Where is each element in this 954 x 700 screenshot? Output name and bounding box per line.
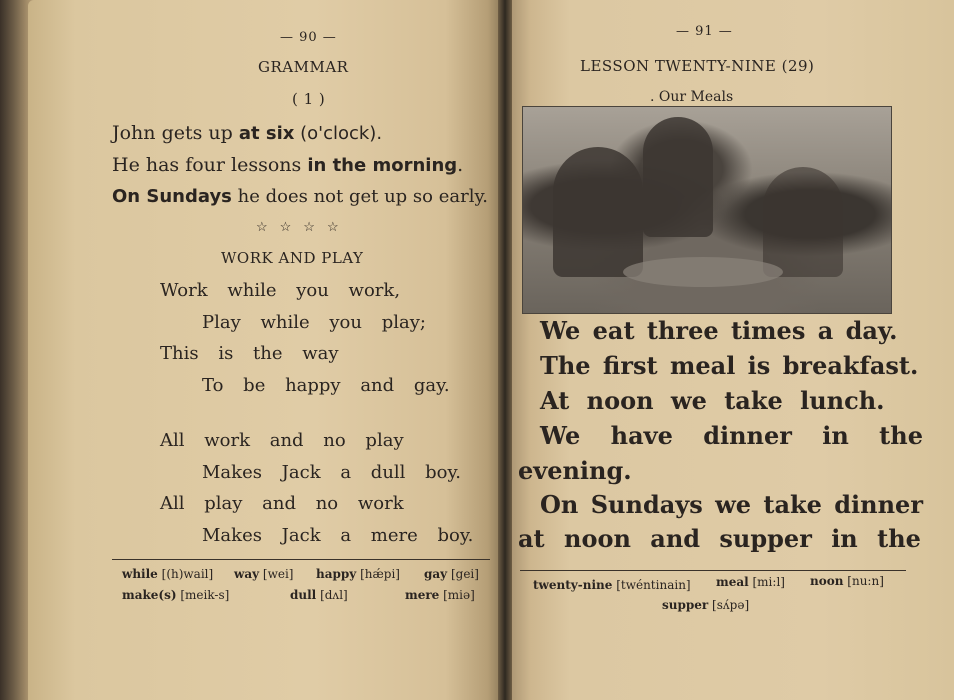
lesson-text-line: We eat three times a day. <box>540 316 898 345</box>
photo-table <box>623 257 783 287</box>
lesson-title: LESSON TWENTY-NINE (29) <box>580 57 815 75</box>
poem-line: Makes Jack a dull boy. <box>202 462 462 483</box>
vocab-word: twenty-nine <box>533 578 613 592</box>
vocab-entry <box>716 575 785 589</box>
photo-figure-father <box>553 147 643 277</box>
poem-line: Work while you work, <box>160 280 401 301</box>
vocab-word: noon <box>810 574 844 588</box>
vocab-pron: [twéntinain] <box>616 578 691 592</box>
vocab-word: make(s) <box>122 588 177 602</box>
poem-line: This is the way <box>160 343 339 364</box>
poem-line: All work and no play <box>160 430 404 451</box>
grammar-line-2-c: . <box>457 154 464 176</box>
grammar-line-3-b: he does not get up so early. <box>231 186 488 207</box>
vocab-word: dull <box>290 588 317 602</box>
photo-figure-mother <box>643 117 713 237</box>
vocab-pron: [meik-s] <box>180 588 230 602</box>
poem-line: All play and no work <box>160 493 404 514</box>
lesson-text-line: evening. <box>518 456 632 485</box>
vocab-pron: [nu:n] <box>847 574 884 588</box>
grammar-line-3 <box>112 186 488 207</box>
grammar-line-1-c: (o'clock). <box>294 123 383 144</box>
lesson-text-line: The first meal is breakfast. <box>540 351 919 380</box>
poem-line: Play while you play; <box>202 312 426 333</box>
vocab-word: happy <box>316 567 357 581</box>
vocab-entry <box>122 588 229 602</box>
vocab-divider <box>520 570 906 571</box>
left-page-number: — 90 — <box>280 30 337 45</box>
vocab-pron: [sʌ́pə] <box>712 598 750 612</box>
vocab-pron: [gei] <box>450 567 479 581</box>
vocab-pron: [hǽpi] <box>360 567 400 581</box>
vocab-entry <box>290 588 348 602</box>
grammar-line-1-b: at six <box>238 123 295 144</box>
grammar-line-2-b: in the morning <box>307 155 458 176</box>
grammar-line-2-a: He has four lessons <box>112 154 308 176</box>
lesson-text-line: On Sundays we take dinner <box>540 490 923 519</box>
vocab-word: mere <box>405 588 440 602</box>
right-page <box>508 0 954 700</box>
vocab-pron: [(h)wail] <box>161 567 214 581</box>
vocab-pron: [dʌl] <box>320 588 348 602</box>
vocab-entry <box>122 567 213 581</box>
lesson-text-line: at noon and supper in the <box>518 524 921 553</box>
poem-line: Makes Jack a mere boy. <box>202 525 474 546</box>
vocab-entry <box>424 567 479 581</box>
star-divider: ☆☆☆☆ <box>256 220 351 235</box>
poem-title: WORK AND PLAY <box>221 249 364 267</box>
vocab-entry <box>405 588 475 602</box>
section-title: GRAMMAR <box>258 58 349 76</box>
vocab-divider <box>112 559 490 560</box>
right-page-number: — 91 — <box>676 24 733 39</box>
vocab-entry <box>234 567 293 581</box>
family-meal-photo <box>522 106 892 314</box>
lesson-text-line: We have dinner in the <box>540 421 923 450</box>
vocab-word: way <box>234 567 260 581</box>
vocab-word: supper <box>662 598 709 612</box>
grammar-line-1-a: John gets up <box>112 122 239 144</box>
lesson-subtitle: . Our Meals <box>650 89 734 105</box>
vocab-entry <box>533 578 691 592</box>
vocab-word: meal <box>716 575 749 589</box>
vocab-entry <box>810 574 884 588</box>
grammar-line-3-a: On Sundays <box>112 186 232 207</box>
grammar-line-2 <box>112 154 463 176</box>
section-number: ( 1 ) <box>292 90 326 108</box>
poem-line: To be happy and gay. <box>202 375 450 396</box>
grammar-line-1 <box>112 122 382 144</box>
lesson-text-line: At noon we take lunch. <box>540 386 885 415</box>
vocab-entry <box>316 567 400 581</box>
vocab-pron: [miə] <box>443 588 475 602</box>
vocab-entry <box>662 598 749 612</box>
vocab-word: gay <box>424 567 448 581</box>
vocab-pron: [wei] <box>262 567 294 581</box>
vocab-word: while <box>122 567 158 581</box>
book-gutter <box>498 0 512 700</box>
photo-figure-child <box>763 167 843 277</box>
vocab-pron: [mi:l] <box>752 575 785 589</box>
